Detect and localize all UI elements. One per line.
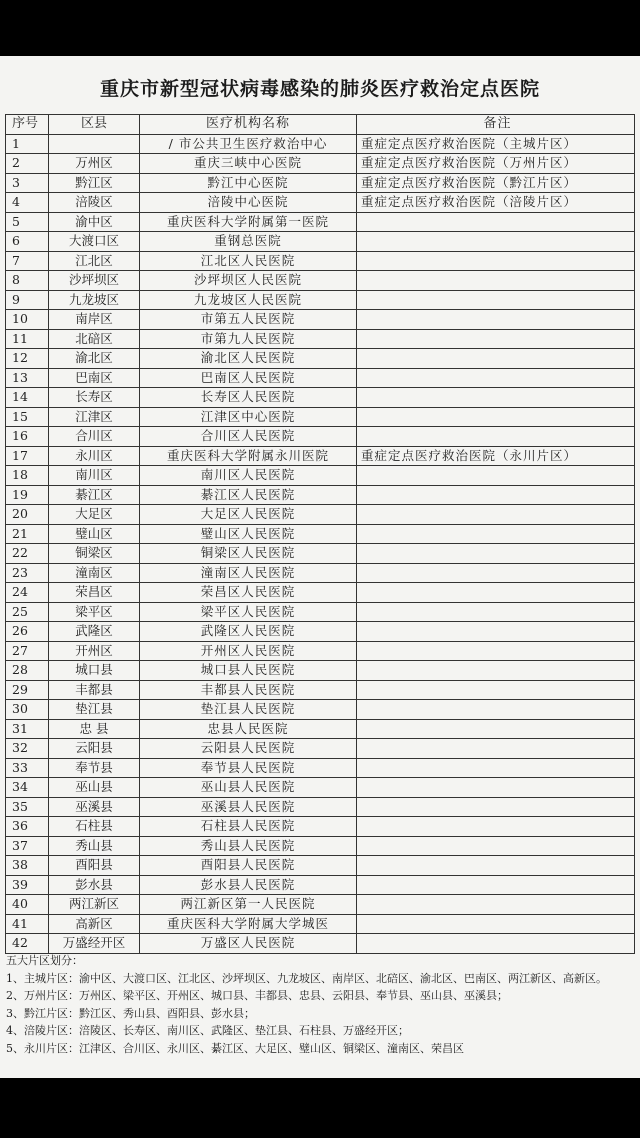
row-institution: 市第五人民医院	[140, 310, 357, 330]
row-institution: 丰都县人民医院	[140, 680, 357, 700]
row-note	[357, 388, 635, 408]
row-number: 4	[6, 193, 49, 213]
row-institution: 万盛区人民医院	[140, 934, 357, 954]
row-number: 35	[6, 797, 49, 817]
table-row	[6, 212, 635, 232]
row-institution: 忠县人民医院	[140, 719, 357, 739]
table-row	[6, 388, 635, 408]
row-note	[357, 563, 635, 583]
table-row	[6, 193, 635, 213]
header-district: 区县	[49, 115, 140, 135]
row-institution: 梁平区人民医院	[140, 602, 357, 622]
table-row	[6, 446, 635, 466]
row-number: 34	[6, 778, 49, 798]
row-number: 7	[6, 251, 49, 271]
row-district: 江津区	[49, 407, 140, 427]
row-district: 涪陵区	[49, 193, 140, 213]
row-district: 大渡口区	[49, 232, 140, 252]
row-institution: 南川区人民医院	[140, 466, 357, 486]
row-number: 38	[6, 856, 49, 876]
row-district: 沙坪坝区	[49, 271, 140, 291]
row-note	[357, 212, 635, 232]
row-district: 两江新区	[49, 895, 140, 915]
table-row	[6, 934, 635, 954]
row-district: 巫山县	[49, 778, 140, 798]
note-line: 4、涪陵片区：涪陵区、长寿区、南川区、武隆区、垫江县、石柱县、万盛经开区；	[6, 1024, 409, 1037]
row-district: 南川区	[49, 466, 140, 486]
row-note: 重症定点医疗救治医院（黔江片区）	[357, 173, 635, 193]
row-institution: 荣昌区人民医院	[140, 583, 357, 603]
row-number: 37	[6, 836, 49, 856]
row-institution: 大足区人民医院	[140, 505, 357, 525]
row-number: 28	[6, 661, 49, 681]
row-note	[357, 739, 635, 759]
row-district: 綦江区	[49, 485, 140, 505]
row-note: 重症定点医疗救治医院（永川片区）	[357, 446, 635, 466]
table-row	[6, 875, 635, 895]
table-row	[6, 485, 635, 505]
table-row	[6, 368, 635, 388]
row-note	[357, 544, 635, 564]
row-note	[357, 368, 635, 388]
row-institution: 九龙坡区人民医院	[140, 290, 357, 310]
note-line: 1、主城片区：渝中区、大渡口区、江北区、沙坪坝区、九龙坡区、南岸区、北碚区、渝北区、巴南区、两江新区、高新区。	[6, 971, 607, 985]
row-number: 17	[6, 446, 49, 466]
row-number: 5	[6, 212, 49, 232]
table-row	[6, 407, 635, 427]
row-note	[357, 485, 635, 505]
row-institution: 垫江县人民医院	[140, 700, 357, 720]
row-district: 武隆区	[49, 622, 140, 642]
row-note	[357, 232, 635, 252]
table-row	[6, 524, 635, 544]
row-note	[357, 641, 635, 661]
row-institution: 巫山县人民医院	[140, 778, 357, 798]
row-institution: 重庆医科大学附属永川医院	[140, 446, 357, 466]
row-district: 渝中区	[49, 212, 140, 232]
row-note	[357, 875, 635, 895]
row-number: 19	[6, 485, 49, 505]
document-page	[0, 56, 640, 1078]
header-institution: 医疗机构名称	[140, 115, 357, 135]
table-row	[6, 797, 635, 817]
row-number: 30	[6, 700, 49, 720]
row-institution: 璧山区人民医院	[140, 524, 357, 544]
row-note	[357, 407, 635, 427]
row-district	[49, 134, 140, 154]
row-institution: 秀山县人民医院	[140, 836, 357, 856]
row-district: 城口县	[49, 661, 140, 681]
header-number: 序号	[6, 115, 49, 135]
note-line: 五大片区划分：	[6, 954, 83, 967]
row-number: 25	[6, 602, 49, 622]
row-number: 42	[6, 934, 49, 954]
row-number: 16	[6, 427, 49, 447]
row-institution: 酉阳县人民医院	[140, 856, 357, 876]
row-number: 2	[6, 154, 49, 174]
row-institution: 铜梁区人民医院	[140, 544, 357, 564]
row-number: 8	[6, 271, 49, 291]
row-note	[357, 856, 635, 876]
row-institution: 云阳县人民医院	[140, 739, 357, 759]
row-number: 11	[6, 329, 49, 349]
row-note: 重症定点医疗救治医院（主城片区）	[357, 134, 635, 154]
row-note	[357, 836, 635, 856]
row-number: 29	[6, 680, 49, 700]
row-institution: 城口县人民医院	[140, 661, 357, 681]
row-institution: 沙坪坝区人民医院	[140, 271, 357, 291]
row-number: 26	[6, 622, 49, 642]
row-note	[357, 466, 635, 486]
table-row	[6, 251, 635, 271]
row-number: 13	[6, 368, 49, 388]
row-number: 27	[6, 641, 49, 661]
table-row	[6, 856, 635, 876]
row-institution: 两江新区第一人民医院	[140, 895, 357, 915]
row-number: 20	[6, 505, 49, 525]
row-note	[357, 427, 635, 447]
table-row	[6, 914, 635, 934]
table-row	[6, 622, 635, 642]
row-district: 合川区	[49, 427, 140, 447]
row-district: 巴南区	[49, 368, 140, 388]
row-institution: 市第九人民医院	[140, 329, 357, 349]
row-institution: 巴南区人民医院	[140, 368, 357, 388]
row-note: 重症定点医疗救治医院（万州片区）	[357, 154, 635, 174]
row-district: 九龙坡区	[49, 290, 140, 310]
row-number: 9	[6, 290, 49, 310]
note-line: 2、万州片区：万州区、梁平区、开州区、城口县、丰都县、忠县、云阳县、奉节县、巫山县、巫溪县；	[6, 989, 508, 1002]
row-note	[357, 758, 635, 778]
table-row	[6, 271, 635, 291]
row-institution: 重钢总医院	[140, 232, 357, 252]
row-number: 15	[6, 407, 49, 427]
row-institution: 重庆医科大学附属第一医院	[140, 212, 357, 232]
row-district: 石柱县	[49, 817, 140, 837]
row-district: 巫溪县	[49, 797, 140, 817]
table-row	[6, 719, 635, 739]
table-row	[6, 680, 635, 700]
row-institution: 石柱县人民医院	[140, 817, 357, 837]
table-row	[6, 895, 635, 915]
row-institution: / 市公共卫生医疗救治中心	[140, 134, 357, 154]
row-number: 31	[6, 719, 49, 739]
header-note: 备注	[357, 115, 635, 135]
row-note	[357, 310, 635, 330]
row-number: 36	[6, 817, 49, 837]
row-district: 秀山县	[49, 836, 140, 856]
table-row	[6, 329, 635, 349]
hospital-table	[5, 114, 635, 954]
row-number: 3	[6, 173, 49, 193]
table-row	[6, 602, 635, 622]
row-note	[357, 680, 635, 700]
row-note: 重症定点医疗救治医院（涪陵片区）	[357, 193, 635, 213]
row-note	[357, 817, 635, 837]
region-notes	[6, 952, 632, 1057]
row-district: 永川区	[49, 446, 140, 466]
row-number: 14	[6, 388, 49, 408]
row-note	[357, 661, 635, 681]
row-district: 璧山区	[49, 524, 140, 544]
row-institution: 黔江中心医院	[140, 173, 357, 193]
row-institution: 合川区人民医院	[140, 427, 357, 447]
row-number: 21	[6, 524, 49, 544]
table-row	[6, 310, 635, 330]
row-number: 32	[6, 739, 49, 759]
table-row	[6, 778, 635, 798]
row-district: 垫江县	[49, 700, 140, 720]
row-district: 开州区	[49, 641, 140, 661]
row-number: 41	[6, 914, 49, 934]
row-note	[357, 700, 635, 720]
row-district: 潼南区	[49, 563, 140, 583]
row-institution: 奉节县人民医院	[140, 758, 357, 778]
row-district: 梁平区	[49, 602, 140, 622]
table-row	[6, 836, 635, 856]
row-note	[357, 797, 635, 817]
table-row	[6, 290, 635, 310]
row-number: 12	[6, 349, 49, 369]
table-row	[6, 739, 635, 759]
table-row	[6, 661, 635, 681]
row-note	[357, 505, 635, 525]
document-title: 重庆市新型冠状病毒感染的肺炎医疗救治定点医院	[99, 78, 540, 100]
row-district: 万州区	[49, 154, 140, 174]
table-row	[6, 700, 635, 720]
row-district: 云阳县	[49, 739, 140, 759]
table-row	[6, 154, 635, 174]
table-row	[6, 544, 635, 564]
row-note	[357, 622, 635, 642]
row-institution: 武隆区人民医院	[140, 622, 357, 642]
row-district: 奉节县	[49, 758, 140, 778]
row-district: 高新区	[49, 914, 140, 934]
note-line: 5、永川片区：江津区、合川区、永川区、綦江区、大足区、璧山区、铜梁区、潼南区、荣昌区	[6, 1041, 464, 1055]
table-row	[6, 427, 635, 447]
row-note	[357, 719, 635, 739]
row-institution: 重庆医科大学附属大学城医	[140, 914, 357, 934]
row-district: 南岸区	[49, 310, 140, 330]
row-district: 渝北区	[49, 349, 140, 369]
row-district: 北碚区	[49, 329, 140, 349]
row-note	[357, 349, 635, 369]
row-number: 23	[6, 563, 49, 583]
row-institution: 涪陵中心医院	[140, 193, 357, 213]
row-institution: 江津区中心医院	[140, 407, 357, 427]
row-district: 黔江区	[49, 173, 140, 193]
row-district: 万盛经开区	[49, 934, 140, 954]
row-number: 10	[6, 310, 49, 330]
row-institution: 渝北区人民医院	[140, 349, 357, 369]
table-header-row	[6, 115, 635, 135]
row-note	[357, 329, 635, 349]
row-note	[357, 895, 635, 915]
table-row	[6, 641, 635, 661]
row-number: 40	[6, 895, 49, 915]
note-line: 3、黔江片区：黔江区、秀山县、酉阳县、彭水县；	[6, 1006, 255, 1020]
row-number: 39	[6, 875, 49, 895]
table-row	[6, 173, 635, 193]
row-district: 长寿区	[49, 388, 140, 408]
row-institution: 潼南区人民医院	[140, 563, 357, 583]
row-note	[357, 271, 635, 291]
row-note	[357, 602, 635, 622]
row-institution: 巫溪县人民医院	[140, 797, 357, 817]
row-note	[357, 914, 635, 934]
row-institution: 开州区人民医院	[140, 641, 357, 661]
row-institution: 重庆三峡中心医院	[140, 154, 357, 174]
row-district: 丰都县	[49, 680, 140, 700]
row-district: 荣昌区	[49, 583, 140, 603]
row-institution: 长寿区人民医院	[140, 388, 357, 408]
row-institution: 彭水县人民医院	[140, 875, 357, 895]
row-district: 江北区	[49, 251, 140, 271]
row-number: 24	[6, 583, 49, 603]
table-row	[6, 466, 635, 486]
row-number: 6	[6, 232, 49, 252]
row-note	[357, 290, 635, 310]
table-row	[6, 505, 635, 525]
row-district: 彭水县	[49, 875, 140, 895]
row-district: 忠 县	[49, 719, 140, 739]
row-number: 1	[6, 134, 49, 154]
row-institution: 江北区人民医院	[140, 251, 357, 271]
row-note	[357, 524, 635, 544]
row-note	[357, 251, 635, 271]
table-row	[6, 758, 635, 778]
row-number: 22	[6, 544, 49, 564]
table-body	[6, 134, 635, 953]
table-row	[6, 563, 635, 583]
table-row	[6, 349, 635, 369]
row-note	[357, 583, 635, 603]
row-note	[357, 934, 635, 954]
row-district: 铜梁区	[49, 544, 140, 564]
table-row	[6, 232, 635, 252]
row-district: 大足区	[49, 505, 140, 525]
table-row	[6, 583, 635, 603]
row-institution: 綦江区人民医院	[140, 485, 357, 505]
table-row	[6, 134, 635, 154]
row-note	[357, 778, 635, 798]
row-number: 18	[6, 466, 49, 486]
table-row	[6, 817, 635, 837]
row-district: 酉阳县	[49, 856, 140, 876]
row-number: 33	[6, 758, 49, 778]
